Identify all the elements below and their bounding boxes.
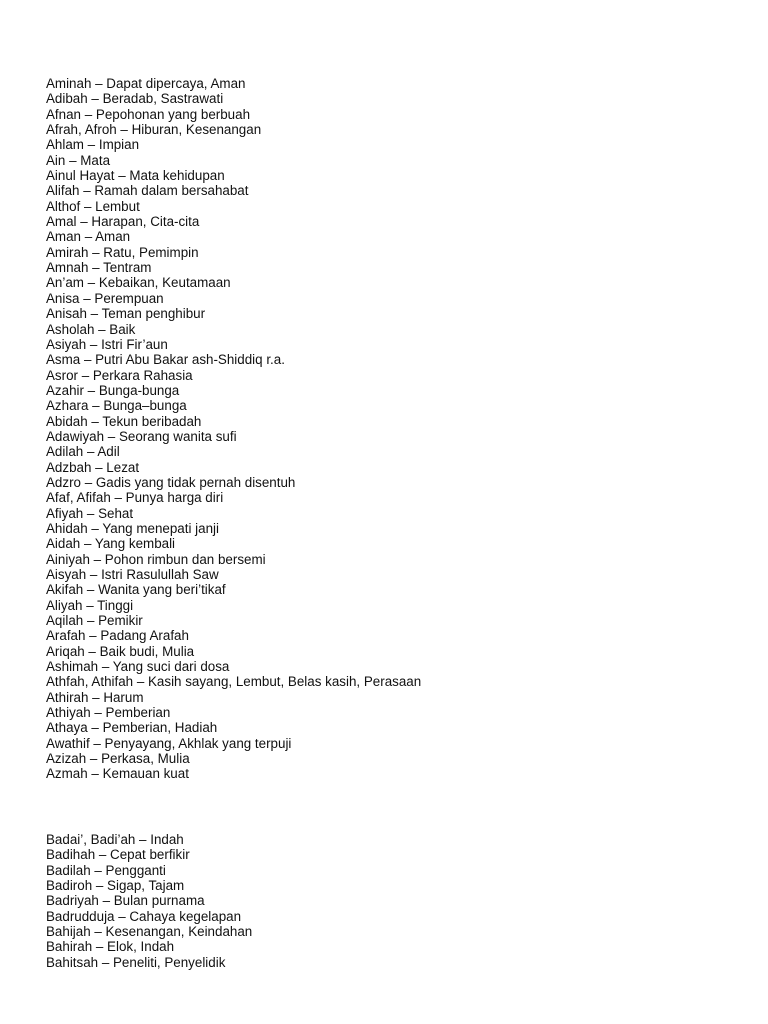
name-entry: Badrudduja – Cahaya kegelapan [46,908,242,924]
name-entry: Anisah – Teman penghibur [46,306,206,322]
name-entry: Adzbah – Lezat [46,459,140,475]
name-entry: Anisa – Perempuan [46,290,164,306]
name-entry: An’am – Kebaikan, Keutamaan [46,275,231,291]
name-entry: Athfah, Athifah – Kasih sayang, Lembut, Belas kasih, Perasaan [46,674,422,690]
name-entry: Amal – Harapan, Cita-cita [46,214,200,230]
name-entry: Abidah – Tekun beribadah [46,413,202,429]
name-entry: Ain – Mata [46,152,111,168]
name-entry: Ahidah – Yang menepati janji [46,520,219,536]
name-list-section-b [46,832,252,970]
name-entry: Azhara – Bunga–bunga [46,398,187,414]
name-entry: Adilah – Adil [46,444,120,460]
name-entry: Afrah, Afroh – Hiburan, Kesenangan [46,122,262,138]
name-entry: Athaya – Pemberian, Hadiah [46,720,218,736]
name-entry: Adawiyah – Seorang wanita sufi [46,428,237,444]
name-entry: Akifah – Wanita yang beri’tikaf [46,582,226,598]
name-entry: Amnah – Tentram [46,260,152,276]
name-entry: Bahijah – Kesenangan, Keindahan [46,924,253,940]
name-entry: Adibah – Beradab, Sastrawati [46,91,224,107]
name-list-section-a [46,76,421,782]
name-entry: Bahirah – Elok, Indah [46,939,175,955]
name-entry: Badiroh – Sigap, Tajam [46,878,185,894]
name-entry: Awathif – Penyayang, Akhlak yang terpuji [46,735,292,751]
name-entry: Athirah – Harum [46,689,144,705]
name-entry: Asma – Putri Abu Bakar ash-Shiddiq r.a. [46,352,285,368]
name-entry: Asiyah – Istri Fir’aun [46,336,168,352]
name-entry: Ariqah – Baik budi, Mulia [46,643,195,659]
name-entry: Afiyah – Sehat [46,505,134,521]
name-entry: Ahlam – Impian [46,137,140,153]
name-entry: Badilah – Pengganti [46,862,166,878]
name-entry: Badai’, Badi’ah – Indah [46,832,184,847]
name-entry: Alifah – Ramah dalam bersahabat [46,183,249,199]
name-entry: Aman – Aman [46,229,131,245]
name-entry: Azmah – Kemauan kuat [46,766,189,782]
name-entry: Azizah – Perkasa, Mulia [46,751,190,767]
name-entry: Aminah – Dapat dipercaya, Aman [46,76,246,91]
name-entry: Adzro – Gadis yang tidak pernah disentuh [46,474,296,490]
name-entry: Azahir – Bunga-bunga [46,382,180,398]
name-entry: Ainiyah – Pohon rimbun dan bersemi [46,551,266,567]
name-entry: Badriyah – Bulan purnama [46,893,205,909]
name-entry: Ainul Hayat – Mata kehidupan [46,168,225,184]
name-entry: Amirah – Ratu, Pemimpin [46,244,199,260]
name-entry: Aidah – Yang kembali [46,536,176,552]
name-entry: Asror – Perkara Rahasia [46,367,193,383]
name-entry: Badihah – Cepat berfikir [46,847,190,863]
name-entry: Asholah – Baik [46,321,136,337]
name-entry: Aisyah – Istri Rasulullah Saw [46,567,219,582]
name-entry: Arafah – Padang Arafah [46,628,189,644]
name-entry: Aqilah – Pemikir [46,613,143,629]
name-entry: Athiyah – Pemberian [46,705,171,721]
name-entry: Afaf, Afifah – Punya harga diri [46,490,224,506]
name-entry: Aliyah – Tinggi [46,597,134,613]
name-entry: Bahitsah – Peneliti, Penyelidik [46,954,226,970]
name-entry: Ashimah – Yang suci dari dosa [46,659,230,675]
name-entry: Afnan – Pepohonan yang berbuah [46,106,251,122]
name-entry: Althof – Lembut [46,198,140,214]
